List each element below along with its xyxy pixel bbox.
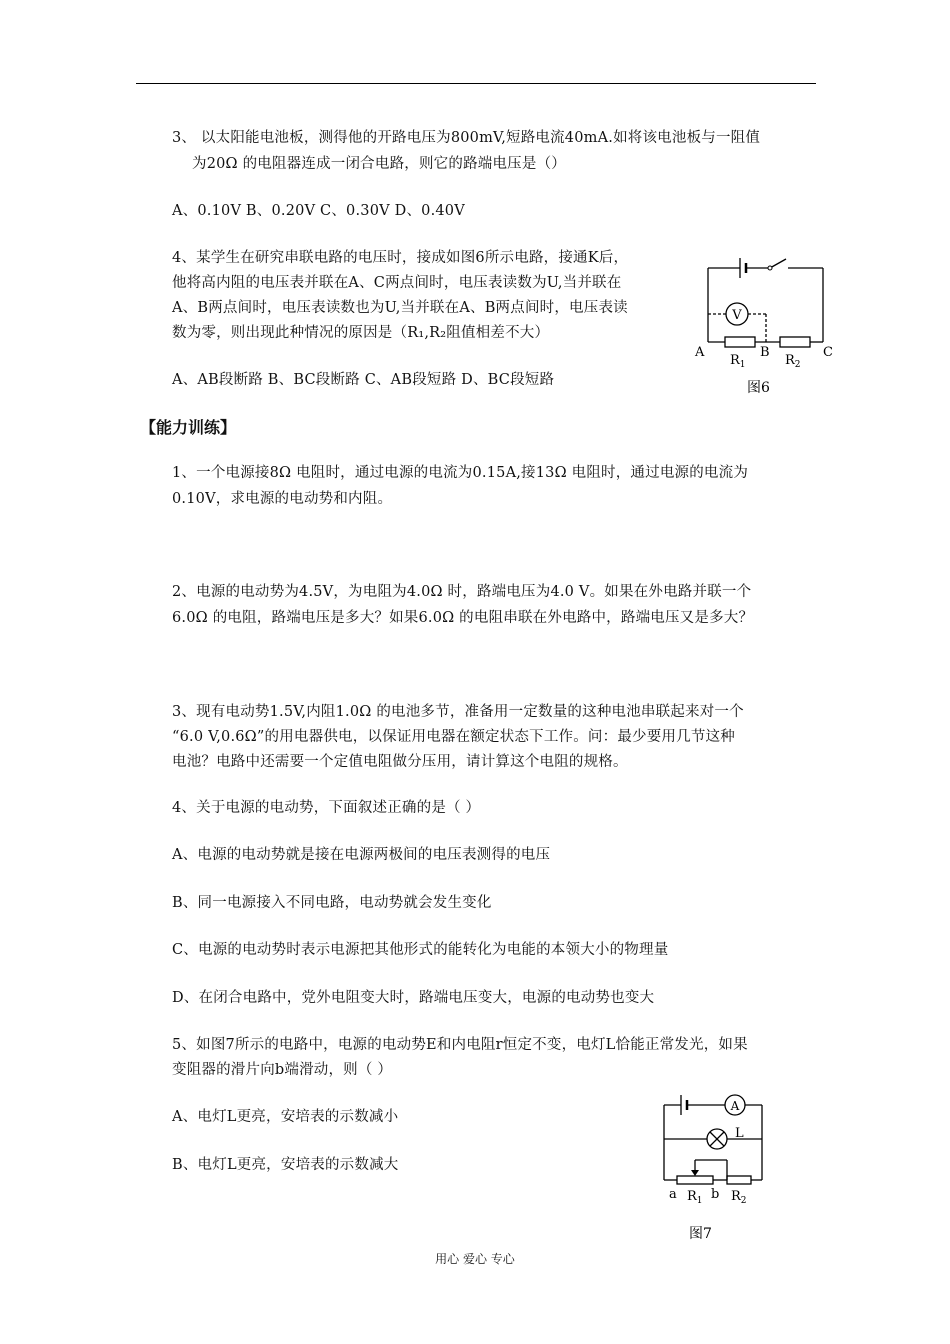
fig6-label-a: A (695, 345, 705, 360)
p1-line2: 0.10V，求电源的电动势和内阻。 (172, 491, 393, 507)
p4-option-c: C、电源的电动势时表示电源把其他形式的能转化为电能的本领大小的物理量 (172, 942, 669, 958)
header-rule (136, 83, 816, 84)
q4-line2: 他将高内阻的电压表并联在A、C两点间时，电压表读数为U,当并联在 (172, 275, 622, 291)
p5-line1: 5、如图7所示的电路中，电源的电动势E和内电阻r恒定不变，电灯L恰能正常发光，如果 (172, 1037, 748, 1053)
fig7-lamp-label: L (735, 1126, 744, 1141)
figure-6-caption: 图6 (747, 380, 770, 396)
q4-line1: 4、某学生在研究串联电路的电压时，接成如图6所示电路，接通K后， (172, 250, 629, 266)
p4-option-a: A、电源的电动势就是接在电源两极间的电压表测得的电压 (172, 847, 551, 863)
fig6-meter-label: V (732, 308, 742, 323)
fig6-label-c: C (823, 345, 833, 360)
p1-line1: 1、一个电源接8Ω 电阻时，通过电源的电流为0.15A,接13Ω 电阻时，通过电源的电流为 (172, 465, 749, 481)
p4-stem: 4、关于电源的电动势，下面叙述正确的是（ ） (172, 800, 481, 816)
fig7-label-b: b (711, 1187, 720, 1202)
p3-line1: 3、现有电动势1.5V,内阻1.0Ω 的电池多节，准备用一定数量的这种电池串联起来对一个 (172, 704, 744, 720)
p2-line2: 6.0Ω 的电阻，路端电压是多大？如果6.0Ω 的电阻串联在外电路中，路端电压又是多大？ (172, 610, 754, 626)
fig7-meter-label: A (730, 1099, 740, 1113)
q4-line3: A、B两点间时，电压表读数也为U,当并联在A、B两点间时，电压表读 (172, 300, 628, 316)
figure-7-caption: 图7 (689, 1226, 712, 1242)
p5-option-a: A、电灯L更亮，安培表的示数减小 (172, 1109, 399, 1125)
fig7-r2-label: $R_2$ (731, 1189, 747, 1206)
p4-option-d: D、在闭合电路中，党外电阻变大时，路端电压变大，电源的电动势也变大 (172, 990, 655, 1006)
p2-line1: 2、电源的电动势为4.5V，为电阻为4.0Ω 时，路端电压为4.0 V。如果在外电路并联一个 (172, 584, 752, 600)
section-title: 【能力训练】 (140, 418, 237, 437)
q3-options: A、0.10V B、0.20V C、0.30V D、0.40V (172, 203, 465, 219)
figure-7-circuit (655, 1090, 775, 1250)
figure-6-circuit (690, 250, 840, 400)
q3-line1: 3、 以太阳能电池板，测得他的开路电压为800mV,短路电流40mA.如将该电池板与一阻值 (172, 130, 761, 146)
fig7-label-a: a (669, 1187, 677, 1202)
page-footer: 用心 爱心 专心 (435, 1252, 515, 1266)
p3-line2: “6.0 V,0.6Ω”的用电器供电，以保证用电器在额定状态下工作。问：最少要用几节这种 (172, 729, 735, 745)
fig6-label-b: B (760, 345, 770, 360)
p3-line3: 电池？电路中还需要一个定值电阻做分压用，请计算这个电阻的规格。 (172, 754, 628, 770)
figure-6 (690, 250, 840, 400)
q3-line2: 为20Ω 的电阻器连成一闭合电路，则它的路端电压是（） (192, 156, 566, 172)
p4-option-b: B、同一电源接入不同电路，电动势就会发生变化 (172, 895, 492, 911)
p5-line2: 变阻器的滑片向b端滑动，则（ ） (172, 1062, 393, 1078)
figure-7 (655, 1090, 775, 1250)
q4-options: A、AB段断路 B、BC段断路 C、AB段短路 D、BC段短路 (172, 372, 555, 388)
fig6-r2-label: $R_2$ (785, 353, 801, 370)
q4-line4: 数为零，则出现此种情况的原因是（R₁,R₂阻值相差不大） (172, 325, 550, 341)
fig7-r1-label: $R_1$ (687, 1189, 703, 1206)
fig6-r1-label: $R_1$ (730, 353, 746, 370)
p5-option-b: B、电灯L更亮，安培表的示数减大 (172, 1157, 399, 1173)
